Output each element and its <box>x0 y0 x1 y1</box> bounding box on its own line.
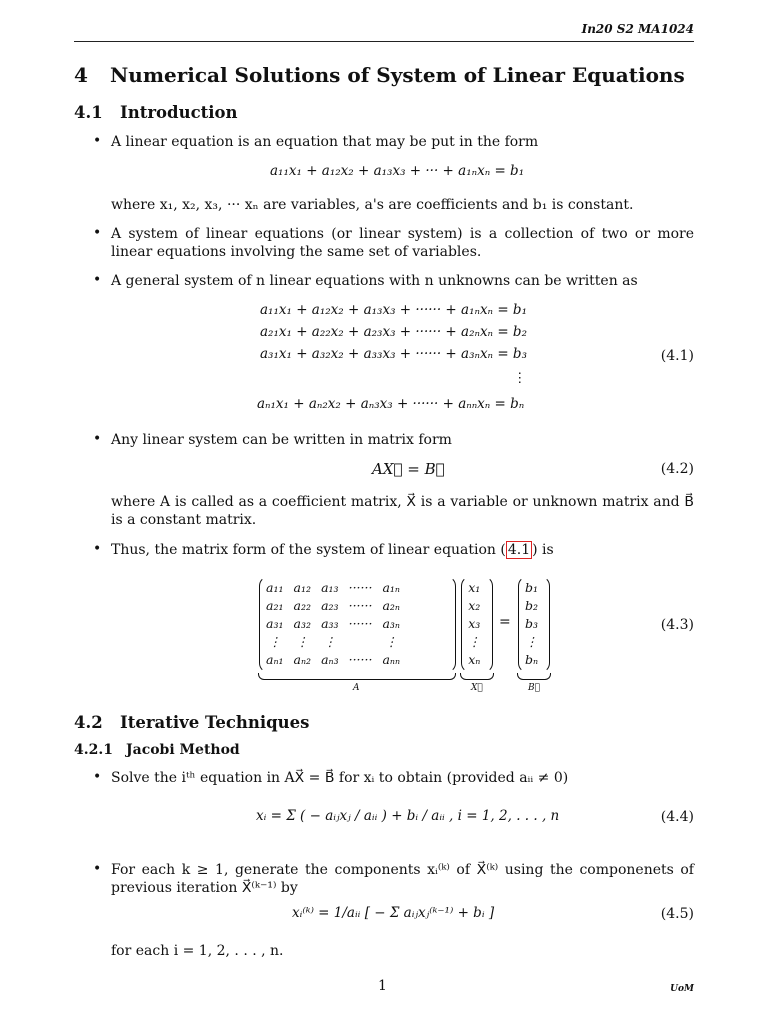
matrix-b-cell: bₙ <box>525 651 539 667</box>
bullet-icon: • <box>93 861 102 877</box>
matrix-a-cell: a₂₁ <box>266 597 284 613</box>
matrix-a-cell <box>344 632 378 650</box>
subsection-iterative <box>74 713 309 732</box>
underbrace-label-b: B⃗ <box>528 683 541 693</box>
matrix-a-cell: a₁₂ <box>293 579 312 595</box>
subsection-title: Iterative Techniques <box>120 713 310 732</box>
matrix-a-cell: ⋮ <box>323 633 337 649</box>
subsection-title: Introduction <box>120 103 238 122</box>
matrix-a-cell: aₙ₂ <box>293 651 312 667</box>
matrix-equals: = <box>499 614 511 630</box>
intro-bullet-2: A system of linear equations (or linear system) is a collection of two or more linear equations involving the same set of variables. <box>111 226 694 260</box>
system-row-3: a₃₁x₁ + a₃₂x₂ + a₃₃x₃ + ······ + a₃ₙxₙ = b₃ <box>260 346 527 362</box>
matrix-a-cell: ······ <box>348 579 373 595</box>
matrix-a-cell: a₁ₙ <box>382 579 400 595</box>
matrix-x-cell: xₙ <box>468 651 481 667</box>
equation-number-4-1: (4.1) <box>660 348 694 364</box>
subsubsection-jacobi <box>74 742 240 758</box>
matrix-x-cell: x₃ <box>468 615 481 631</box>
matrix-a-cell: a₃₁ <box>266 615 284 631</box>
subsection-number: 4.1 <box>74 103 103 122</box>
matrix-b <box>520 578 543 668</box>
equation-jacobi-4-4: xᵢ = Σ ( − aᵢⱼxⱼ / aᵢᵢ ) + bᵢ / aᵢᵢ , i = 1, 2, . . . , n <box>256 808 560 824</box>
equation-linear: a₁₁x₁ + a₁₂x₂ + a₁₃x₃ + ··· + a₁ₙxₙ = b₁ <box>270 163 525 179</box>
bullet-icon: • <box>93 225 102 241</box>
bullet-icon: • <box>93 272 102 288</box>
footer-org: UoM <box>670 984 694 994</box>
equation-number-4-4: (4.4) <box>660 809 694 825</box>
matrix-x <box>463 578 486 668</box>
system-row-2: a₂₁x₁ + a₂₂x₂ + a₂₃x₃ + ······ + a₂ₙxₙ = b₂ <box>260 324 527 340</box>
section-title-text: Numerical Solutions of System of Linear Equations <box>110 63 685 87</box>
bullet-icon: • <box>93 133 102 149</box>
intro-bullet-5-post: ) is <box>532 542 554 558</box>
equation-matrix-form: AX⃗ = B⃗ <box>372 460 445 478</box>
subsubsection-title: Jacobi Method <box>126 742 240 758</box>
matrix-x-cell: x₂ <box>468 597 481 613</box>
matrix-a-cell: ······ <box>348 597 373 613</box>
bullet-icon: • <box>93 769 102 785</box>
section-number: 4 <box>74 63 88 87</box>
system-row-1: a₁₁x₁ + a₁₂x₂ + a₁₃x₃ + ······ + a₁ₙxₙ = b₁ <box>260 302 527 318</box>
underbrace-b <box>517 673 551 680</box>
matrix-b-cell: b₂ <box>525 597 539 613</box>
matrix-a-cell: ⋮ <box>268 633 282 649</box>
page-number: 1 <box>378 978 387 994</box>
matrix-a-cell: a₃₃ <box>321 615 339 631</box>
bullet-icon: • <box>93 541 102 557</box>
underbrace-label-a: A <box>353 683 360 693</box>
matrix-b-cell: ⋮ <box>525 633 538 649</box>
intro-bullet-4-after: where A is called as a coefficient matrix, X⃗ is a variable or unknown matrix and B⃗ is a constant matrix. <box>111 494 694 528</box>
intro-bullet-3: A general system of n linear equations with n unknowns can be written as <box>111 273 638 289</box>
intro-bullet-1-after: where x₁, x₂, x₃, ··· xₙ are variables, a's are coefficients and b₁ is constant. <box>111 197 634 213</box>
matrix-a-cell: ······ <box>348 651 373 667</box>
matrix-a-cell: ······ <box>348 615 373 631</box>
jacobi-after: for each i = 1, 2, . . . , n. <box>111 943 284 959</box>
underbrace-a <box>258 673 456 680</box>
section-title <box>74 63 685 87</box>
underbrace-x <box>460 673 494 680</box>
subsubsection-number: 4.2.1 <box>74 742 113 758</box>
subsection-introduction <box>74 103 238 122</box>
system-vdots: ⋮ <box>513 370 527 386</box>
intro-bullet-5-pre: Thus, the matrix form of the system of linear equation ( <box>111 542 506 558</box>
matrix-a-cell: a₃ₙ <box>382 615 400 631</box>
equation-jacobi-4-5: xᵢ⁽ᵏ⁾ = 1/aᵢᵢ [ − Σ aᵢⱼxⱼ⁽ᵏ⁻¹⁾ + bᵢ ] <box>292 905 495 921</box>
matrix-b-cell: b₃ <box>525 615 539 631</box>
intro-bullet-5 <box>111 541 694 559</box>
matrix-a-cell: aₙ₃ <box>321 651 339 667</box>
matrix-x-cell: ⋮ <box>468 633 481 649</box>
bullet-icon: • <box>93 431 102 447</box>
matrix-a-cell: ⋮ <box>296 633 309 649</box>
header-rule <box>74 41 694 42</box>
equation-reference-link[interactable]: 4.1 <box>507 542 531 558</box>
matrix-a-cell: a₂ₙ <box>382 597 400 613</box>
system-row-n: aₙ₁x₁ + aₙ₂x₂ + aₙ₃x₃ + ······ + aₙₙxₙ = bₙ <box>257 396 525 412</box>
matrix-a-cell: a₃₂ <box>293 615 312 631</box>
subsection-number: 4.2 <box>74 713 103 732</box>
matrix-b-cell: b₁ <box>525 579 539 595</box>
matrix-a-cell: aₙ₁ <box>266 651 284 667</box>
matrix-a <box>261 578 405 668</box>
matrix-x-cell: x₁ <box>468 579 481 595</box>
intro-bullet-1: A linear equation is an equation that may be put in the form <box>111 134 539 150</box>
matrix-a-cell: a₁₁ <box>266 579 284 595</box>
matrix-a-cell: a₂₂ <box>293 597 312 613</box>
intro-bullet-4: Any linear system can be written in matrix form <box>111 432 452 448</box>
matrix-a-cell: a₂₃ <box>321 597 339 613</box>
matrix-a-cell: a₁₃ <box>321 579 339 595</box>
matrix-a-cell: ⋮ <box>384 633 398 649</box>
equation-number-4-5: (4.5) <box>660 906 694 922</box>
running-head: In20 S2 MA1024 <box>581 22 694 36</box>
underbrace-label-x: X⃗ <box>471 683 483 693</box>
jacobi-bullet-2: For each k ≥ 1, generate the components xᵢ⁽ᵏ⁾ of X⃗⁽ᵏ⁾ using the componenets of previous iteration X⃗⁽ᵏ⁻¹⁾ by <box>111 862 694 896</box>
equation-number-4-2: (4.2) <box>660 461 694 477</box>
equation-number-4-3: (4.3) <box>660 617 694 633</box>
jacobi-bullet-1: Solve the iᵗʰ equation in AX⃗ = B⃗ for xᵢ to obtain (provided aᵢᵢ ≠ 0) <box>111 770 569 786</box>
matrix-a-cell: aₙₙ <box>382 651 401 667</box>
